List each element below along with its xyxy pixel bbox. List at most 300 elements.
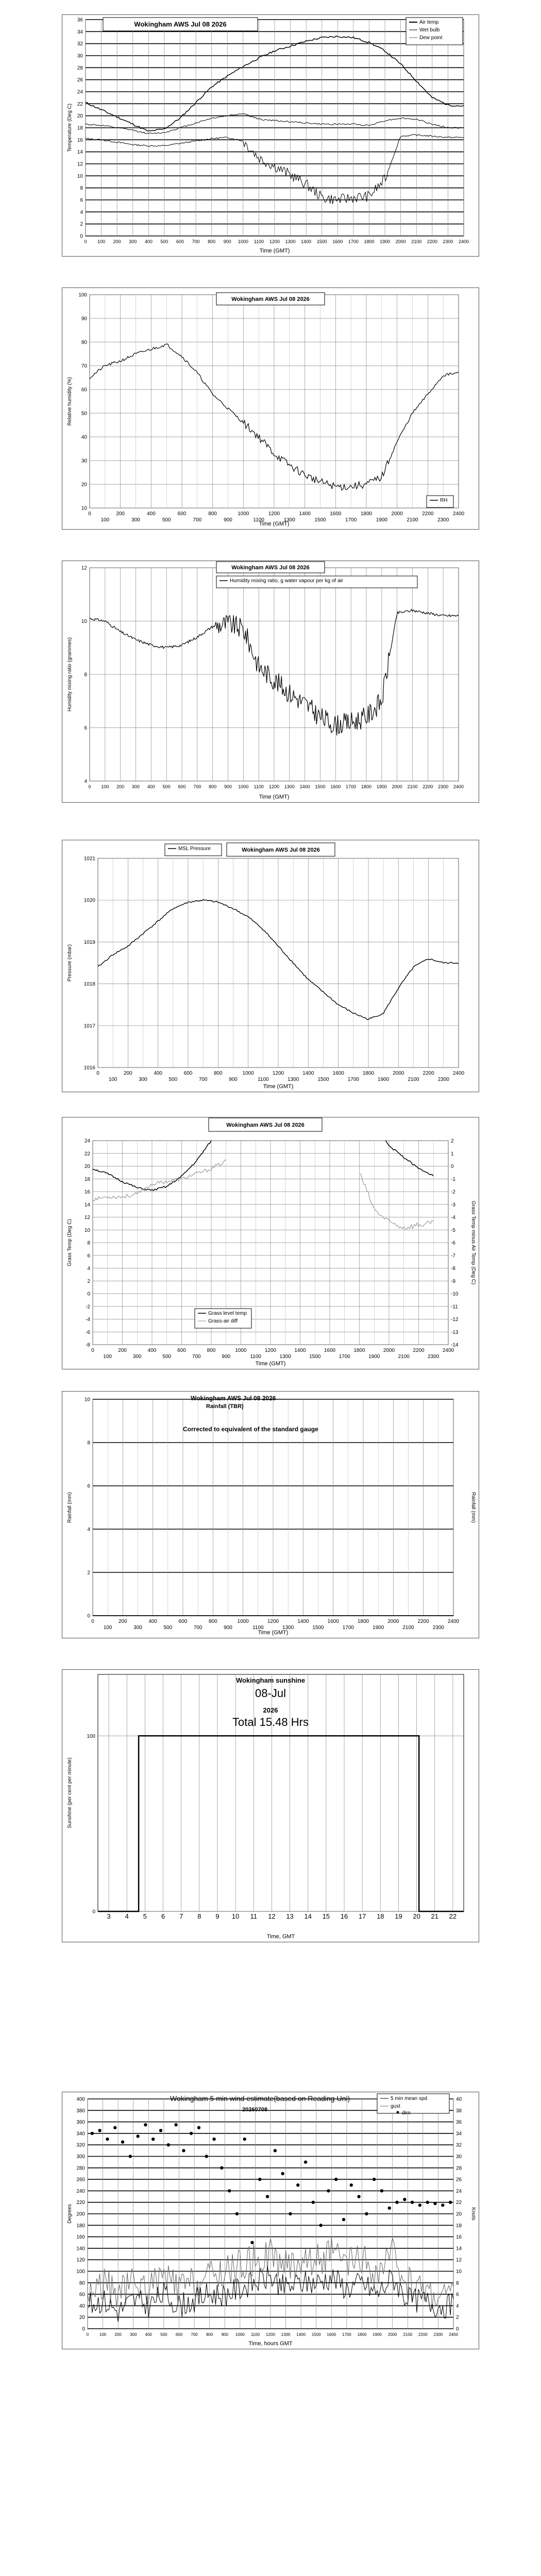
wind-dirn-point <box>266 2195 269 2198</box>
x-tick-label: 2200 <box>427 239 437 244</box>
x-tick-label-lower: 1300 <box>283 517 295 523</box>
wind-dirn-point <box>327 2189 330 2192</box>
x-axis-label: Time (GMT) <box>259 248 290 254</box>
legend-label: RH <box>440 498 448 503</box>
x-tick-label-lower: 100 <box>103 1354 112 1360</box>
x-tick-label-lower: 1300 <box>288 1077 299 1082</box>
y-tick-label: 34 <box>77 29 83 35</box>
chart-panel-temperature <box>62 14 479 257</box>
y2-tick-label: 40 <box>456 2096 462 2103</box>
x-tick-label: 0 <box>86 2332 89 2337</box>
x-tick-label: 1000 <box>242 1071 254 1076</box>
wind-dirn-point <box>228 2189 231 2192</box>
y-tick-label: 90 <box>81 316 87 322</box>
x-tick-label: 400 <box>146 511 156 517</box>
x-tick-label: 2400 <box>447 1619 460 1624</box>
legend-label: Humidity mixing ratio, g water vapour per kg of air <box>230 578 344 584</box>
x-tick-label: 13 <box>286 1912 294 1920</box>
x-tick-label: 1200 <box>266 2332 275 2337</box>
y2-tick-label: -12 <box>451 1317 459 1323</box>
y2-tick-label: 0 <box>456 2326 459 2332</box>
y-axis-label: Temperature (Deg C) <box>67 104 73 152</box>
x-tick-label: 10 <box>231 1912 240 1920</box>
x-tick-label: 1700 <box>348 239 359 244</box>
x-tick-label: 1800 <box>353 1348 365 1353</box>
wind-dirn-point <box>411 2201 414 2204</box>
y-tick-label: 6 <box>87 1483 90 1489</box>
x-tick-label: 1000 <box>238 784 249 789</box>
x-tick-label: 800 <box>206 2332 213 2337</box>
x-axis-label: Time (GMT) <box>263 1083 294 1090</box>
x-tick-label: 400 <box>144 239 153 244</box>
x-tick-label-lower: 700 <box>192 1354 201 1360</box>
x-tick-label: 2400 <box>449 2332 458 2337</box>
chart-panel-pressure <box>62 840 479 1092</box>
y-tick-label: 320 <box>76 2142 85 2148</box>
x-tick-label: 1300 <box>285 239 296 244</box>
chart-year: 2026 <box>263 1706 278 1714</box>
legend-label: Dew point <box>419 35 443 41</box>
wind-dirn-point <box>342 2218 345 2221</box>
legend-label: Grass-air diff <box>208 1318 238 1324</box>
x-tick-label: 1800 <box>361 784 372 789</box>
x-tick-label: 2000 <box>387 2332 397 2337</box>
y-tick-label: 14 <box>84 1202 90 1208</box>
x-tick-label: 1000 <box>238 239 248 244</box>
y-tick-label: 32 <box>77 41 83 47</box>
x-tick-label: 8 <box>197 1912 201 1920</box>
x-tick-label: 1600 <box>327 1619 339 1624</box>
x-tick-label: 900 <box>221 2332 228 2337</box>
y-axis-label: Pressure (mbar) <box>67 944 73 982</box>
x-tick-label-lower: 1300 <box>282 1625 294 1631</box>
y-tick-label: 1021 <box>83 856 95 862</box>
chart-svg-grass-temp <box>62 1117 479 1369</box>
x-tick-label: 0 <box>84 239 87 244</box>
x-tick-label: 600 <box>183 1071 193 1076</box>
x-tick-label-lower: 1300 <box>279 1354 291 1360</box>
x-tick-label-lower: 500 <box>168 1077 178 1082</box>
x-tick-label: 400 <box>154 1071 163 1076</box>
x-tick-label: 1400 <box>297 1619 309 1624</box>
x-tick-label: 1000 <box>235 1348 247 1353</box>
wind-dirn-point <box>106 2138 109 2141</box>
y2-axis-label: Rainfall (mm) <box>470 1492 476 1523</box>
y-tick-label: 4 <box>80 209 83 215</box>
x-tick-label: 400 <box>147 784 155 789</box>
wind-dirn-point <box>197 2126 200 2129</box>
chart-svg-pressure <box>62 840 479 1092</box>
y2-tick-label: 24 <box>456 2188 462 2194</box>
wind-dirn-point <box>113 2126 116 2129</box>
y-tick-label: 280 <box>76 2165 85 2172</box>
x-tick-label: 1400 <box>296 2332 306 2337</box>
x-tick-label: 5 <box>143 1912 147 1920</box>
x-tick-label-lower: 700 <box>193 1625 202 1631</box>
x-tick-label-lower: 100 <box>100 517 110 523</box>
x-tick-label: 12 <box>268 1912 276 1920</box>
y2-tick-label: -6 <box>451 1240 455 1246</box>
chart-title: Wokingham AWS Jul 08 2026 <box>191 1395 276 1402</box>
x-tick-label-lower: 700 <box>193 517 202 523</box>
x-axis-label: Time (GMT) <box>258 1630 289 1636</box>
x-tick-label: 1200 <box>272 1071 284 1076</box>
wind-dirn-point <box>281 2172 284 2175</box>
x-tick-label: 800 <box>207 1348 216 1353</box>
x-tick-label: 1000 <box>238 511 249 517</box>
x-tick-label: 1300 <box>284 784 295 789</box>
x-tick-label: 800 <box>209 784 217 789</box>
y2-tick-label: -13 <box>451 1329 459 1335</box>
x-tick-label-lower: 2100 <box>408 1077 419 1082</box>
y-tick-label: 50 <box>81 411 87 417</box>
legend-label: gust <box>391 2104 400 2109</box>
x-tick-label: 700 <box>193 784 201 789</box>
x-tick-label: 1600 <box>330 511 342 517</box>
x-axis-label: Time, GMT <box>266 1934 295 1940</box>
x-tick-label: 300 <box>130 2332 137 2337</box>
x-tick-label: 16 <box>340 1912 348 1920</box>
y-tick-label: 0 <box>92 1909 95 1915</box>
y-tick-label: 6 <box>80 197 83 204</box>
y-tick-label: 16 <box>84 1189 90 1195</box>
x-tick-label: 1200 <box>268 511 280 517</box>
y-tick-label: 120 <box>76 2257 85 2263</box>
x-tick-label-lower: 1700 <box>345 517 357 523</box>
y-tick-label: 70 <box>81 363 87 369</box>
x-tick-label: 2300 <box>443 239 453 244</box>
x-tick-label: 1800 <box>357 1619 369 1624</box>
y-tick-label: 140 <box>76 2246 85 2252</box>
x-axis-label: Time (GMT) <box>259 521 290 527</box>
y2-tick-label: 38 <box>456 2108 462 2114</box>
y-tick-label: 340 <box>76 2131 85 2137</box>
wind-dirn-point <box>205 2155 208 2158</box>
x-tick-label: 2200 <box>417 1619 429 1624</box>
x-tick-label-lower: 1900 <box>368 1354 380 1360</box>
y-tick-label: 0 <box>87 1291 90 1297</box>
y-tick-label: 1016 <box>83 1065 95 1071</box>
x-tick-label: 900 <box>223 239 231 244</box>
x-tick-label: 2400 <box>458 239 469 244</box>
x-tick-label: 200 <box>116 784 125 789</box>
x-tick-label: 1600 <box>324 1348 336 1353</box>
x-tick-label: 1800 <box>362 1071 375 1076</box>
x-tick-label: 200 <box>113 239 121 244</box>
y2-tick-label: -4 <box>451 1215 455 1221</box>
y-tick-label: 10 <box>84 1227 90 1233</box>
x-tick-label: 4 <box>125 1912 129 1920</box>
wind-dirn-point <box>388 2207 391 2210</box>
x-tick-label: 600 <box>177 511 187 517</box>
y-tick-label: 8 <box>87 1240 90 1246</box>
x-tick-label-lower: 1500 <box>312 1625 324 1631</box>
x-tick-label: 1400 <box>301 239 312 244</box>
y2-tick-label: -1 <box>451 1176 455 1182</box>
y2-tick-label: 6 <box>456 2292 459 2298</box>
y2-tick-label: 22 <box>456 2200 462 2206</box>
y-tick-label: 80 <box>79 2280 85 2286</box>
x-tick-label: 18 <box>377 1912 384 1920</box>
x-tick-label-lower: 900 <box>224 517 232 523</box>
x-tick-label: 2200 <box>413 1348 425 1353</box>
wind-dirn-point <box>220 2166 223 2170</box>
y-tick-label: 26 <box>77 77 83 83</box>
y-tick-label: 30 <box>77 53 83 59</box>
x-tick-label: 1900 <box>380 239 391 244</box>
x-tick-label-lower: 900 <box>222 1354 231 1360</box>
y-axis-label: Relative humidity (%) <box>67 377 73 426</box>
chart-svg-mixing-ratio <box>62 561 479 803</box>
y2-tick-label: 26 <box>456 2177 462 2183</box>
x-tick-label: 1100 <box>253 239 264 244</box>
wind-dirn-point <box>418 2204 421 2207</box>
y-tick-label: 380 <box>76 2108 85 2114</box>
y2-tick-label: 32 <box>456 2142 462 2148</box>
y-tick-label: 10 <box>77 173 83 179</box>
wind-dirn-point <box>98 2129 101 2132</box>
x-tick-label: 1500 <box>315 784 326 789</box>
wind-dirn-point <box>433 2202 436 2205</box>
x-tick-label: 800 <box>208 1619 217 1624</box>
wind-dirn-point <box>167 2143 170 2146</box>
x-tick-label: 600 <box>175 2332 183 2337</box>
x-tick-label: 17 <box>358 1912 366 1920</box>
x-tick-label: 2100 <box>407 784 418 789</box>
x-tick-label: 1700 <box>346 784 357 789</box>
y-tick-label: 20 <box>77 113 83 120</box>
x-tick-label: 2000 <box>391 511 403 517</box>
wind-dirn-point <box>350 2183 353 2187</box>
x-tick-label: 1300 <box>281 2332 291 2337</box>
wind-dirn-point <box>289 2212 292 2215</box>
x-tick-label: 2400 <box>453 784 464 789</box>
wind-dirn-point <box>296 2183 299 2187</box>
x-tick-label: 0 <box>88 784 91 789</box>
y-tick-label: 10 <box>84 1397 90 1403</box>
x-tick-label: 400 <box>147 1348 157 1353</box>
x-tick-label: 800 <box>208 511 217 517</box>
x-tick-label: 7 <box>179 1912 183 1920</box>
wind-dirn-point <box>212 2138 215 2141</box>
y-tick-label: 24 <box>77 89 83 95</box>
x-tick-label: 1200 <box>267 1619 279 1624</box>
y-tick-label: 4 <box>84 778 87 785</box>
wind-dirn-point <box>403 2198 406 2201</box>
x-tick-label: 800 <box>208 239 216 244</box>
wind-dirn-point <box>319 2224 322 2227</box>
y2-tick-label: 36 <box>456 2120 462 2126</box>
wind-dirn-point <box>312 2201 315 2204</box>
x-tick-label: 1900 <box>376 784 387 789</box>
x-tick-label: 2300 <box>438 784 449 789</box>
y2-tick-label: 2 <box>451 1138 454 1144</box>
y2-tick-label: 28 <box>456 2165 462 2172</box>
chart-title: Wokingham AWS Jul 08 2026 <box>226 1122 305 1128</box>
y-tick-label: 4 <box>87 1527 90 1533</box>
x-tick-label: 11 <box>250 1912 258 1920</box>
x-tick-label-lower: 500 <box>162 1354 172 1360</box>
x-tick-label: 400 <box>145 2332 153 2337</box>
y-tick-label: 1017 <box>83 1023 95 1029</box>
x-tick-label-lower: 2300 <box>432 1625 444 1631</box>
x-tick-label-lower: 1100 <box>250 1354 262 1360</box>
x-tick-label: 2000 <box>392 784 402 789</box>
y-tick-label: 400 <box>76 2096 85 2103</box>
x-tick-label-lower: 300 <box>139 1077 147 1082</box>
x-axis-label: Time, hours GMT <box>248 2341 293 2347</box>
x-tick-label: 3 <box>107 1912 111 1920</box>
y-tick-label: 100 <box>87 1733 95 1739</box>
y-tick-label: 80 <box>81 340 87 346</box>
y-tick-label: -8 <box>86 1342 90 1348</box>
wind-dirn-point <box>243 2138 246 2141</box>
wind-dirn-point <box>441 2204 444 2207</box>
chart-svg-sunshine <box>62 1669 479 1942</box>
x-tick-label: 2000 <box>387 1619 399 1624</box>
y2-axis-label: Knots <box>470 2207 476 2221</box>
x-tick-label: 1400 <box>299 511 311 517</box>
y-tick-label: 14 <box>77 149 83 156</box>
x-tick-label: 100 <box>101 784 109 789</box>
x-tick-label: 600 <box>178 784 186 789</box>
x-tick-label: 1600 <box>332 1071 344 1076</box>
x-tick-label: 2200 <box>422 784 433 789</box>
x-tick-label: 1800 <box>360 511 373 517</box>
wind-dirn-point <box>304 2160 307 2163</box>
y-tick-label: 1019 <box>83 939 95 945</box>
wind-dirn-point <box>91 2132 94 2135</box>
x-tick-label-lower: 2300 <box>428 1354 439 1360</box>
y2-tick-label: 18 <box>456 2223 462 2229</box>
chart-subtitle: 20260708 <box>242 2107 267 2113</box>
x-tick-label: 0 <box>96 1071 99 1076</box>
x-tick-label-lower: 900 <box>229 1077 238 1082</box>
y-tick-label: 16 <box>77 137 83 143</box>
chart-title: Wokingham AWS Jul 08 2026 <box>242 846 320 853</box>
y-tick-label: 2 <box>87 1278 90 1284</box>
y-tick-label: 12 <box>84 1215 90 1221</box>
chart-panel-grass-temp <box>62 1117 479 1369</box>
y-tick-label: 20 <box>84 1164 90 1170</box>
y-tick-label: 300 <box>76 2154 85 2160</box>
x-tick-label: 2200 <box>418 2332 428 2337</box>
wind-dirn-point <box>121 2140 124 2143</box>
x-tick-label: 1000 <box>237 1619 249 1624</box>
y2-tick-label: 20 <box>456 2211 462 2217</box>
x-tick-label: 300 <box>129 239 137 244</box>
x-tick-label: 1600 <box>330 784 341 789</box>
y-tick-label: 100 <box>76 2269 85 2275</box>
y2-tick-label: -2 <box>451 1189 455 1195</box>
chart-date: 08-Jul <box>255 1687 286 1700</box>
y-tick-label: 160 <box>76 2234 85 2241</box>
wind-dirn-point <box>129 2155 132 2158</box>
chart-title: Wokingham 5 min wind estimate(based on Reading Uni) <box>170 2094 350 2103</box>
plot-area <box>98 1674 464 1911</box>
y2-tick-label: 2 <box>456 2315 459 2321</box>
y2-tick-label: -10 <box>451 1291 459 1297</box>
y2-tick-label: -5 <box>451 1227 455 1233</box>
y-tick-label: 0 <box>80 233 83 240</box>
chart-panel-humidity <box>62 287 479 530</box>
x-axis-label: Time (GMT) <box>255 1361 286 1367</box>
y-axis-label: Sunshine (per cent per minute) <box>67 1757 73 1828</box>
x-tick-label-lower: 300 <box>131 517 140 523</box>
x-tick-label: 2200 <box>422 1071 434 1076</box>
chart-svg-wind <box>62 2092 479 2349</box>
x-tick-label: 100 <box>97 239 106 244</box>
y2-tick-label: -8 <box>451 1266 455 1272</box>
y-tick-label: 10 <box>81 619 87 624</box>
x-tick-label-lower: 2300 <box>437 1077 449 1082</box>
x-tick-label: 500 <box>160 239 168 244</box>
y-tick-label: 10 <box>81 505 87 512</box>
x-tick-label: 900 <box>224 784 232 789</box>
wind-dirn-point <box>357 2195 360 2198</box>
x-tick-label: 1000 <box>235 2332 245 2337</box>
wind-dirn-point <box>449 2201 452 2204</box>
chart-subtitle: Rainfall (TBR) <box>206 1403 244 1410</box>
wind-dirn-point <box>258 2178 261 2181</box>
y-axis-label: Rainfall (mm) <box>67 1492 73 1523</box>
y-tick-label: 240 <box>76 2188 85 2194</box>
x-tick-label: 1900 <box>373 2332 382 2337</box>
x-tick-label: 2300 <box>433 2332 443 2337</box>
x-tick-label: 1100 <box>250 2332 260 2337</box>
x-tick-label-lower: 1100 <box>258 1077 269 1082</box>
chart-svg-temperature <box>62 14 479 257</box>
wind-dirn-point <box>144 2123 147 2126</box>
x-tick-label: 600 <box>178 1619 188 1624</box>
y-tick-label: -6 <box>86 1329 90 1335</box>
y-tick-label: 0 <box>87 1613 90 1619</box>
wind-dirn-point <box>380 2189 383 2192</box>
chart-panel-mixing-ratio <box>62 561 479 803</box>
x-tick-label: 19 <box>395 1912 402 1920</box>
wind-dirn-point <box>159 2129 162 2132</box>
x-tick-label: 200 <box>118 1619 127 1624</box>
y-axis-label: Degrees <box>67 2204 73 2224</box>
x-tick-label-lower: 500 <box>163 1625 173 1631</box>
x-tick-label: 14 <box>304 1912 312 1920</box>
y-tick-label: 24 <box>84 1138 90 1144</box>
y-tick-label: 260 <box>76 2177 85 2183</box>
y2-tick-label: -3 <box>451 1202 455 1208</box>
x-tick-label: 1800 <box>364 239 375 244</box>
x-tick-label: 1500 <box>316 239 327 244</box>
x-tick-label: 1200 <box>269 239 280 244</box>
x-axis-label: Time (GMT) <box>259 794 290 800</box>
legend-label: dirn <box>402 2110 411 2116</box>
x-tick-label: 6 <box>161 1912 165 1920</box>
y-tick-label: 40 <box>79 2303 85 2309</box>
chart-panel-rainfall <box>62 1391 479 1638</box>
y-tick-label: 40 <box>81 434 87 440</box>
x-tick-label: 2000 <box>383 1348 395 1353</box>
x-tick-label: 0 <box>88 511 91 517</box>
x-tick-label-lower: 1900 <box>378 1077 390 1082</box>
y2-tick-label: 8 <box>456 2280 459 2286</box>
y-tick-label: 30 <box>81 458 87 464</box>
x-tick-label: 1200 <box>268 784 280 789</box>
y-axis-label: Grass Temp (Deg C) <box>67 1219 73 1266</box>
x-tick-label: 500 <box>160 2332 167 2337</box>
x-tick-label: 1400 <box>299 784 310 789</box>
legend-swatch-dirn <box>397 2111 399 2114</box>
x-tick-label-lower: 1900 <box>373 1625 384 1631</box>
x-tick-label-lower: 2100 <box>407 517 418 523</box>
